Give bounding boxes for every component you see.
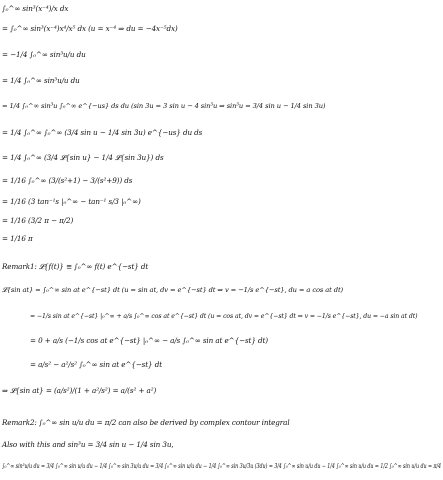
- laplace-sin-result: ⇒ 𝓛{sin at} = (a/s²)/(1 + a²/s²) = a/(s² + a²): [2, 386, 157, 395]
- also-with-this: Also with this and sin³u = 3/4 sin u − 1/4 sin 3u,: [2, 440, 174, 449]
- step-double-integral: = 1/4 ∫₀^∞ ∫₀^∞ (3/4 sin u − 1/4 sin 3u) e^{−us} du ds: [2, 128, 203, 137]
- laplace-sin-step3: = 0 + a/s (−1/s cos at e^{−st} |₀^∞ − a/s ∫₀^∞ sin at e^{−st} dt): [30, 336, 268, 345]
- step-laplace-identity: = 1/4 ∫₀^∞ sin³u ∫₀^∞ e^{−us} ds du (sin 3u = 3 sin u − 4 sin³u ⇒ sin³u = 3/4 sin u − 1/4 sin 3u): [2, 102, 326, 110]
- laplace-sin-step4: = a/s² − a²/s² ∫₀^∞ sin at e^{−st} dt: [30, 360, 162, 369]
- integral-statement: ∫₀^∞ sin³(x⁻⁴)/x dx: [2, 4, 69, 13]
- step-evaluate: = 1/16 (3/2 π − π/2): [2, 216, 74, 225]
- laplace-sin-step1: 𝓛{sin at} = ∫₀^∞ sin at e^{−st} dt (u = sin at, dv = e^{−st} dt ⇒ v = −1/s e^{−st}, du = a cos at dt): [2, 286, 344, 294]
- step-arctan: = 1/16 (3 tan⁻¹s |₀^∞ − tan⁻¹ s/3 |₀^∞): [2, 197, 141, 206]
- final-chain: ∫₀^∞ sin³u/u du = 3/4 ∫₀^∞ sin u/u du − 1/4 ∫₀^∞ sin 3u/u du = 3/4 ∫₀^∞ sin u/u du − 1/4 ∫₀^∞ sin 3u/3u (3du) = 3/4 ∫₀^∞ sin u/u du − 1/4 ∫₀^∞ sin u/u du = 1/2 ∫₀^∞ sin u/u du = π/4: [2, 463, 442, 470]
- step-rational-integral: = 1/16 ∫₀^∞ (3/(s²+1) − 3/(s²+9)) ds: [2, 176, 133, 185]
- step-negative-integral: = −1/4 ∫₀^∞ sin³u/u du: [2, 50, 86, 59]
- step-substitution: = ∫₀^∞ sin³(x⁻⁴)x⁴/x⁵ dx (u = x⁻⁴ ⇒ du = −4x⁻⁵dx): [2, 24, 178, 33]
- final-result: = 1/16 π: [2, 234, 33, 243]
- step-laplace-transform: = 1/4 ∫₀^∞ (3/4 𝓛{sin u} − 1/4 𝓛{sin 3u}) ds: [2, 153, 164, 162]
- remark1-definition: Remark1: 𝓛{f(t)} ≡ ∫₀^∞ f(t) e^{−st} dt: [2, 262, 149, 271]
- remark2: Remark2: ∫₀^∞ sin u/u du = π/2 can also be derived by complex contour integral: [2, 418, 290, 427]
- step-quarter-integral: = 1/4 ∫₀^∞ sin³u/u du: [2, 76, 80, 85]
- laplace-sin-step2: = −1/s sin at e^{−st} |₀^∞ + a/s ∫₀^∞ cos at e^{−st} dt (u = cos at, dv = e^{−st} dt ⇒ v = −1/s e^{−st}, du = −a sin at dt): [30, 313, 418, 320]
